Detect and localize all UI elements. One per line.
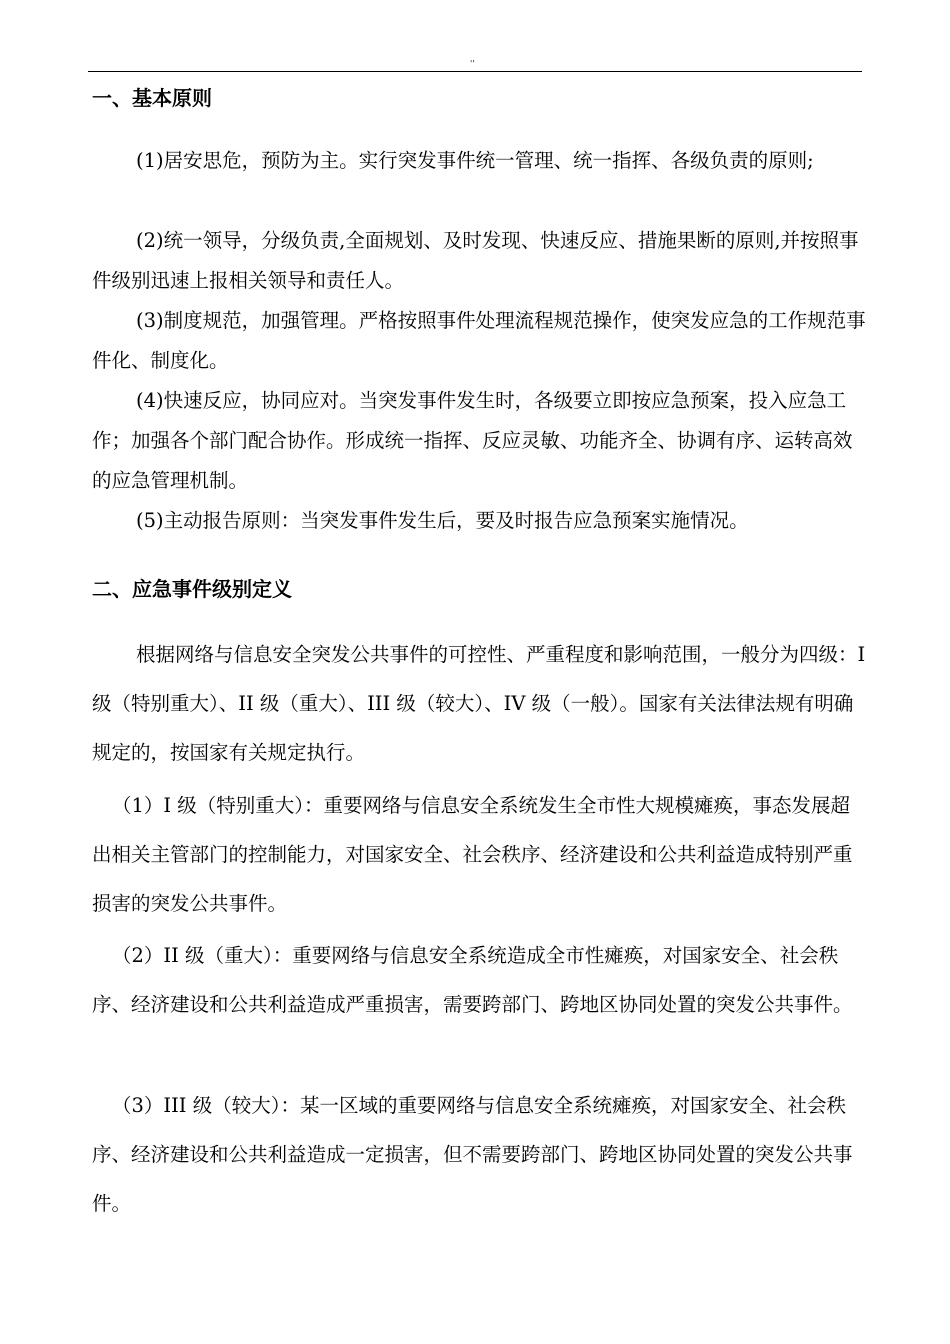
level-1-paragraph: （1）I 级（特别重大）：重要网络与信息安全系统发生全市性大规模瘫痪，事态发展超出相关主管部门的控制能力，对国家安全、社会秩序、经济建设和公共利益造成特别严重损害的突发公共事件。	[92, 794, 853, 915]
principle-paragraph-5: (5)主动报告原则：当突发事件发生后，要及时报告应急预案实施情况。	[136, 509, 749, 532]
principle-paragraph-3: (3)制度规范，加强管理。严格按照事件处理流程规范操作，使突发应急的工作规范事件化、制度化。	[92, 309, 866, 372]
header-rule	[88, 71, 862, 72]
level-intro-paragraph: 根据网络与信息安全突发公共事件的可控性、严重程度和影响范围，一般分为四级：I 级（特别重大）、II 级（重大）、III 级（较大）、IV 级（一般）。国家有关法律法规有明确规定的，按国家有关规定执行。	[92, 643, 866, 764]
level-3-paragraph: （3）III 级（较大）：某一区域的重要网络与信息安全系统瘫痪，对国家安全、社会秩序、经济建设和公共利益造成一定损害，但不需要跨部门、跨地区协同处置的突发公共事件。	[92, 1094, 853, 1215]
principle-paragraph-2: (2)统一领导，分级负责,全面规划、及时发现、快速反应、措施果断的原则,并按照事件级别迅速上报相关领导和责任人。	[92, 229, 859, 292]
section-heading-level-definition: 二、应急事件级别定义	[92, 577, 292, 601]
principle-paragraph-4: (4)快速反应，协同应对。当突发事件发生时，各级要立即按应急预案，投入应急工作；加强各个部门配合协作。形成统一指挥、反应灵敏、功能齐全、协调有序、运转高效的应急管理机制。	[92, 389, 853, 492]
section-heading-basic-principles: 一、基本原则	[92, 86, 212, 110]
level-2-paragraph: （2）II 级（重大）：重要网络与信息安全系统造成全市性瘫痪，对国家安全、社会秩序、经济建设和公共利益造成严重损害，需要跨部门、跨地区协同处置的突发公共事件。	[92, 944, 853, 1016]
header-mark: ''	[470, 59, 475, 68]
principle-paragraph-1: (1)居安思危，预防为主。实行突发事件统一管理、统一指挥、各级负责的原则;	[136, 149, 814, 172]
